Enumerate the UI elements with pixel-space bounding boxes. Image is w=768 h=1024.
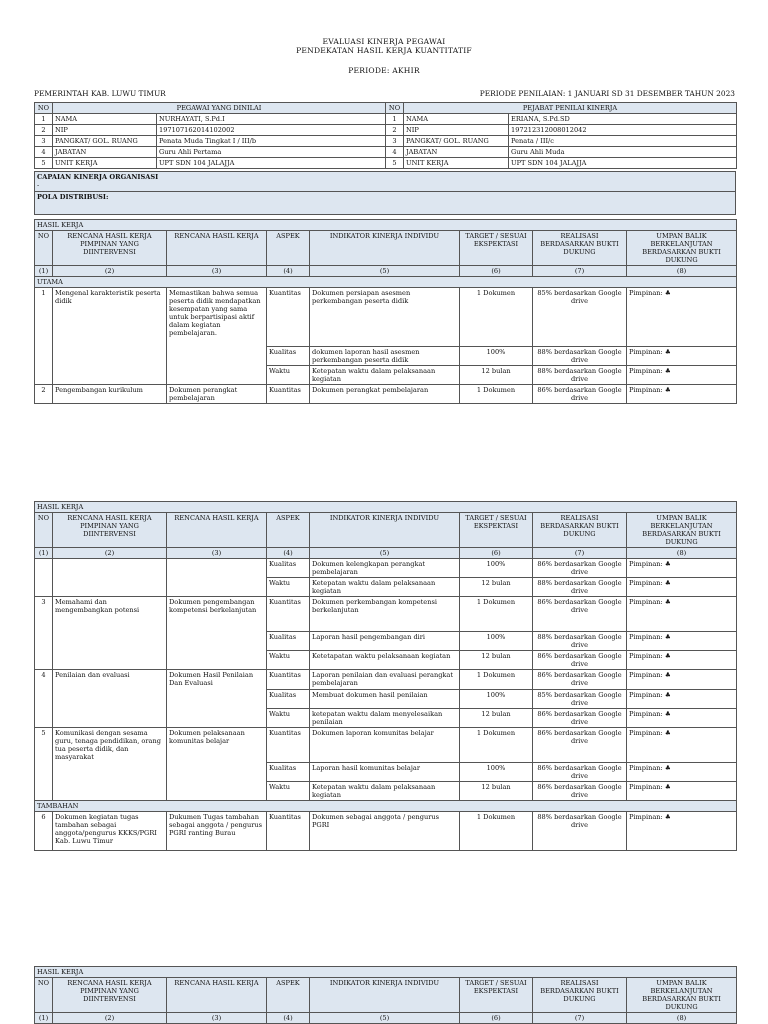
indikator-cell: dokumen laporan hasil asesmen perkembangan peserta didik xyxy=(310,347,460,366)
hasil-kerja-row xyxy=(35,597,737,632)
identity-label-right: NIP xyxy=(404,125,509,136)
indikator-cell: Ketepatan waktu dalam pelaksanaan kegiatan xyxy=(310,366,460,385)
realisasi-cell: 88% berdasarkan Google drive xyxy=(533,366,627,385)
utama-label: UTAMA xyxy=(35,277,737,288)
target-cell: 12 bulan xyxy=(460,781,533,800)
target-cell: 12 bulan xyxy=(460,578,533,597)
utama-label-row xyxy=(35,277,737,288)
section-row xyxy=(35,967,737,978)
aspek-cell: Waktu xyxy=(267,578,310,597)
column-number: (4) xyxy=(267,266,310,277)
aspek-cell: Kuantitas xyxy=(267,288,310,347)
identity-no-right: 5 xyxy=(386,158,404,169)
identity-label: NAMA xyxy=(53,114,157,125)
column-header: RENCANA HASIL KERJA xyxy=(167,978,267,1013)
indikator-cell: Laporan penilaian dan evaluasi perangkat pembelajaran xyxy=(310,670,460,689)
column-number: (2) xyxy=(53,1013,167,1024)
identity-label-right: PANGKAT/ GOL. RUANG xyxy=(404,136,509,147)
column-number: (6) xyxy=(460,266,533,277)
umpan-balik-cell: Pimpinan: ♣ xyxy=(627,811,737,850)
umpan-balik-cell: Pimpinan: ♣ xyxy=(627,385,737,404)
realisasi-cell: 86% berdasarkan Google drive xyxy=(533,670,627,689)
rhk-pimpinan-cell: Komunikasi dengan sesama guru, tenaga pendidikan, orang tua peserta didik, dan masyarakat xyxy=(53,727,167,800)
indikator-cell: Membuat dokumen hasil penilaian xyxy=(310,689,460,708)
rhk-cell: Dokumen pelaksanaan komunitas belajar xyxy=(167,727,267,800)
identity-right-value: Guru Ahli Muda xyxy=(509,147,737,158)
hasil-kerja-row xyxy=(35,670,737,689)
column-header: UMPAN BALIK BERKELANJUTAN BERDASARKAN BUKTI DUKUNG xyxy=(627,513,737,548)
identity-right-value: Penata / III/c xyxy=(509,136,737,147)
realisasi-cell: 86% berdasarkan Google drive xyxy=(533,385,627,404)
identity-label-right: UNIT KERJA xyxy=(404,158,509,169)
column-header: INDIKATOR KINERJA INDIVIDU xyxy=(310,978,460,1013)
column-header: INDIKATOR KINERJA INDIVIDU xyxy=(310,231,460,266)
capaian-cell xyxy=(35,172,736,192)
column-header: RENCANA HASIL KERJA PIMPINAN YANG DIINTERVENSI xyxy=(53,513,167,548)
column-header: TARGET / SESUAI EKSPEKTASI xyxy=(460,231,533,266)
realisasi-cell: 86% berdasarkan Google drive xyxy=(533,762,627,781)
rhk-pimpinan-cell: Penilaian dan evaluasi xyxy=(53,670,167,727)
realisasi-cell: 86% berdasarkan Google drive xyxy=(533,597,627,632)
indikator-cell: Ketetapatan waktu pelaksanaan kegiatan xyxy=(310,651,460,670)
umpan-balik-cell: Pimpinan: ♣ xyxy=(627,597,737,632)
identity-no-right: 4 xyxy=(386,147,404,158)
realisasi-cell: 86% berdasarkan Google drive xyxy=(533,559,627,578)
identity-table xyxy=(34,102,737,169)
identity-no: 2 xyxy=(35,125,53,136)
item-no: 4 xyxy=(35,670,53,727)
column-number: (7) xyxy=(533,548,627,559)
realisasi-cell: 86% berdasarkan Google drive xyxy=(533,708,627,727)
umpan-balik-cell: Pimpinan: ♣ xyxy=(627,727,737,762)
hasil-kerja-label: HASIL KERJA xyxy=(35,502,737,513)
indikator-cell: Dokumen kelengkapan perangkat pembelajaran xyxy=(310,559,460,578)
umpan-balik-cell: Pimpinan: ♣ xyxy=(627,708,737,727)
rhk-pimpinan-empty xyxy=(53,559,167,597)
identity-right-value: 197212312008012042 xyxy=(509,125,737,136)
col-no-right: NO xyxy=(386,103,404,114)
indikator-cell: Dokumen sebagai anggota / pengurus PGRI xyxy=(310,811,460,850)
aspek-cell: Kuantitas xyxy=(267,811,310,850)
column-number-row xyxy=(35,266,737,277)
item-no: 5 xyxy=(35,727,53,800)
target-cell: 12 bulan xyxy=(460,651,533,670)
realisasi-cell: 88% berdasarkan Google drive xyxy=(533,811,627,850)
aspek-cell: Kualitas xyxy=(267,347,310,366)
column-header: RENCANA HASIL KERJA xyxy=(167,513,267,548)
aspek-cell: Waktu xyxy=(267,366,310,385)
target-cell: 12 bulan xyxy=(460,366,533,385)
identity-row xyxy=(35,158,737,169)
identity-no: 3 xyxy=(35,136,53,147)
column-number: (3) xyxy=(167,266,267,277)
item-no: 3 xyxy=(35,597,53,670)
column-header: RENCANA HASIL KERJA xyxy=(167,231,267,266)
target-cell: 1 Dokumen xyxy=(460,727,533,762)
umpan-balik-cell: Pimpinan: ♣ xyxy=(627,762,737,781)
column-number: (5) xyxy=(310,266,460,277)
identity-left-value: NURHAYATI, S.Pd.I xyxy=(157,114,386,125)
pola-label: POLA DISTRIBUSI: xyxy=(37,193,109,201)
periode-penilaian: PERIODE PENILAIAN: 1 JANUARI SD 31 DESEMBER TAHUN 2023 xyxy=(479,89,735,98)
indikator-cell: Dokumen laporan komunitas belajar xyxy=(310,727,460,762)
hasil-kerja-label: HASIL KERJA xyxy=(35,967,737,978)
indikator-cell: Dokumen perkembangan kompetensi berkelanjutan xyxy=(310,597,460,632)
target-cell: 100% xyxy=(460,559,533,578)
identity-label-right: JABATAN xyxy=(404,147,509,158)
section-row xyxy=(35,220,737,231)
realisasi-cell: 88% berdasarkan Google drive xyxy=(533,632,627,651)
rhk-pimpinan-cell: Dokumen kegiatan tugas tambahan sebagai anggota/pengurus KKKS/PGRI Kab. Luwu Timur xyxy=(53,811,167,850)
aspek-cell: Waktu xyxy=(267,651,310,670)
rhk-cell: Dokumen perangkat pembelajaran xyxy=(167,385,267,404)
right-title: PEJABAT PENILAI KINERJA xyxy=(404,103,737,114)
identity-left-value: UPT SDN 104 JALAJJA xyxy=(157,158,386,169)
column-header: NO xyxy=(35,513,53,548)
hasil-kerja-table-2 xyxy=(34,501,737,851)
umpan-balik-cell: Pimpinan: ♣ xyxy=(627,651,737,670)
realisasi-cell: 85% berdasarkan Google drive xyxy=(533,288,627,347)
identity-no-right: 3 xyxy=(386,136,404,147)
rhk-cell: Memastikan bahwa semua peserta didik mendapatkan kesempatan yang sama untuk berpartisipasi aktif dalam kegiatan pembelajaran. xyxy=(167,288,267,385)
column-number: (7) xyxy=(533,1013,627,1024)
umpan-balik-cell: Pimpinan: ♣ xyxy=(627,366,737,385)
identity-row xyxy=(35,114,737,125)
col-no: NO xyxy=(35,103,53,114)
indikator-cell: Ketepatan waktu dalam pelaksanaan kegiatan xyxy=(310,781,460,800)
item-no: 6 xyxy=(35,811,53,850)
doc-periode: PERIODE: AKHIR xyxy=(348,66,420,75)
target-cell: 1 Dokumen xyxy=(460,385,533,404)
column-header: UMPAN BALIK BERKELANJUTAN BERDASARKAN BUKTI DUKUNG xyxy=(627,978,737,1013)
item-no-empty xyxy=(35,559,53,597)
column-header: ASPEK xyxy=(267,231,310,266)
umpan-balik-cell: Pimpinan: ♣ xyxy=(627,578,737,597)
hasil-kerja-table-1 xyxy=(34,219,737,404)
instansi-label: PEMERINTAH KAB. LUWU TIMUR xyxy=(34,89,166,98)
column-header: TARGET / SESUAI EKSPEKTASI xyxy=(460,978,533,1013)
target-cell: 12 bulan xyxy=(460,708,533,727)
aspek-cell: Kuantitas xyxy=(267,670,310,689)
rhk-empty xyxy=(167,559,267,597)
rhk-pimpinan-cell: Memahami dan mengembangkan potensi xyxy=(53,597,167,670)
aspek-cell: Kualitas xyxy=(267,689,310,708)
aspek-cell: Kualitas xyxy=(267,559,310,578)
indikator-cell: Ketepatan waktu dalam pelaksanaan kegiatan xyxy=(310,578,460,597)
target-cell: 1 Dokumen xyxy=(460,811,533,850)
identity-row xyxy=(35,147,737,158)
indikator-cell: Dokumen persiapan asesmen perkembangan peserta didik xyxy=(310,288,460,347)
column-number: (5) xyxy=(310,548,460,559)
column-header: ASPEK xyxy=(267,513,310,548)
pola-cell xyxy=(35,192,736,215)
aspek-cell: Kuantitas xyxy=(267,597,310,632)
identity-left-value: Guru Ahli Pertama xyxy=(157,147,386,158)
identity-no: 4 xyxy=(35,147,53,158)
umpan-balik-cell: Pimpinan: ♣ xyxy=(627,632,737,651)
target-cell: 1 Dokumen xyxy=(460,597,533,632)
column-header-row xyxy=(35,231,737,266)
identity-no-right: 1 xyxy=(386,114,404,125)
column-number: (8) xyxy=(627,266,737,277)
column-header: NO xyxy=(35,231,53,266)
column-number: (3) xyxy=(167,548,267,559)
column-header: ASPEK xyxy=(267,978,310,1013)
organisasi-table xyxy=(34,171,736,215)
identity-label: PANGKAT/ GOL. RUANG xyxy=(53,136,157,147)
identity-row xyxy=(35,125,737,136)
hasil-kerja-label: HASIL KERJA xyxy=(35,220,737,231)
indikator-cell: ketepatan waktu dalam menyelesaikan penilaian xyxy=(310,708,460,727)
item-no: 2 xyxy=(35,385,53,404)
target-cell: 100% xyxy=(460,689,533,708)
identity-label: JABATAN xyxy=(53,147,157,158)
aspek-cell: Kualitas xyxy=(267,632,310,651)
identity-left-value: 197107162014102002 xyxy=(157,125,386,136)
aspek-cell: Kuantitas xyxy=(267,727,310,762)
aspek-cell: Kuantitas xyxy=(267,385,310,404)
column-number: (2) xyxy=(53,266,167,277)
identity-row xyxy=(35,136,737,147)
umpan-balik-cell: Pimpinan: ♣ xyxy=(627,670,737,689)
capaian-value: - xyxy=(37,181,40,190)
umpan-balik-cell: Pimpinan: ♣ xyxy=(627,288,737,347)
column-header-row xyxy=(35,978,737,1013)
column-header: RENCANA HASIL KERJA PIMPINAN YANG DIINTERVENSI xyxy=(53,231,167,266)
tambahan-label-row xyxy=(35,800,737,811)
aspek-cell: Waktu xyxy=(267,708,310,727)
umpan-balik-cell: Pimpinan: ♣ xyxy=(627,559,737,578)
column-number: (6) xyxy=(460,548,533,559)
column-header: INDIKATOR KINERJA INDIVIDU xyxy=(310,513,460,548)
column-header: RENCANA HASIL KERJA PIMPINAN YANG DIINTERVENSI xyxy=(53,978,167,1013)
column-number: (1) xyxy=(35,548,53,559)
target-cell: 100% xyxy=(460,632,533,651)
column-number-row xyxy=(35,548,737,559)
column-number: (5) xyxy=(310,1013,460,1024)
realisasi-cell: 88% berdasarkan Google drive xyxy=(533,347,627,366)
umpan-balik-cell: Pimpinan: ♣ xyxy=(627,347,737,366)
item-no: 1 xyxy=(35,288,53,385)
realisasi-cell: 86% berdasarkan Google drive xyxy=(533,727,627,762)
capaian-label: CAPAIAN KINERJA ORGANISASI xyxy=(37,173,159,181)
column-number: (4) xyxy=(267,1013,310,1024)
column-number: (7) xyxy=(533,266,627,277)
umpan-balik-cell: Pimpinan: ♣ xyxy=(627,689,737,708)
hasil-kerja-row xyxy=(35,727,737,762)
column-header: UMPAN BALIK BERKELANJUTAN BERDASARKAN BUKTI DUKUNG xyxy=(627,231,737,266)
column-number: (8) xyxy=(627,1013,737,1024)
target-cell: 1 Dokumen xyxy=(460,670,533,689)
realisasi-cell: 86% berdasarkan Google drive xyxy=(533,651,627,670)
realisasi-cell: 85% berdasarkan Google drive xyxy=(533,689,627,708)
column-header: REALISASI BERDASARKAN BUKTI DUKUNG xyxy=(533,513,627,548)
rhk-pimpinan-cell: Pengembangan kurikulum xyxy=(53,385,167,404)
indikator-cell: Laporan hasil pengembangan diri xyxy=(310,632,460,651)
identity-no: 1 xyxy=(35,114,53,125)
hasil-kerja-row xyxy=(35,288,737,347)
column-header: REALISASI BERDASARKAN BUKTI DUKUNG xyxy=(533,231,627,266)
doc-subtitle: PENDEKATAN HASIL KERJA KUANTITATIF xyxy=(296,46,472,55)
column-number: (1) xyxy=(35,1013,53,1024)
identity-label-right: NAMA xyxy=(404,114,509,125)
column-number: (8) xyxy=(627,548,737,559)
doc-title: EVALUASI KINERJA PEGAWAI xyxy=(322,37,446,46)
column-header: REALISASI BERDASARKAN BUKTI DUKUNG xyxy=(533,978,627,1013)
identity-right-value: UPT SDN 104 JALAJJA xyxy=(509,158,737,169)
column-header-row xyxy=(35,513,737,548)
identity-right-value: ERIANA, S.Pd.SD xyxy=(509,114,737,125)
rhk-cell: Dukumen Tugas tambahan sebagai anggota / pengurus PGRI ranting Burau xyxy=(167,811,267,850)
indikator-cell: Dokumen perangkat pembelajaran xyxy=(310,385,460,404)
column-number: (6) xyxy=(460,1013,533,1024)
hasil-kerja-row xyxy=(35,559,737,578)
hasil-kerja-row xyxy=(35,811,737,850)
hasil-kerja-row xyxy=(35,385,737,404)
tambahan-label: TAMBAHAN xyxy=(35,800,737,811)
hasil-kerja-table-3 xyxy=(34,966,737,1024)
identity-label: NIP xyxy=(53,125,157,136)
target-cell: 100% xyxy=(460,762,533,781)
column-header: NO xyxy=(35,978,53,1013)
umpan-balik-cell: Pimpinan: ♣ xyxy=(627,781,737,800)
realisasi-cell: 88% berdasarkan Google drive xyxy=(533,578,627,597)
rhk-cell: Dokumen pengembangan kompetensi berkelanjutan xyxy=(167,597,267,670)
column-number: (1) xyxy=(35,266,53,277)
aspek-cell: Waktu xyxy=(267,781,310,800)
target-cell: 1 Dokumen xyxy=(460,288,533,347)
section-row xyxy=(35,502,737,513)
column-number: (2) xyxy=(53,548,167,559)
identity-label: UNIT KERJA xyxy=(53,158,157,169)
identity-no: 5 xyxy=(35,158,53,169)
aspek-cell: Kualitas xyxy=(267,762,310,781)
column-header: TARGET / SESUAI EKSPEKTASI xyxy=(460,513,533,548)
target-cell: 100% xyxy=(460,347,533,366)
rhk-pimpinan-cell: Mengenal karakteristik peserta didik xyxy=(53,288,167,385)
column-number: (4) xyxy=(267,548,310,559)
realisasi-cell: 86% berdasarkan Google drive xyxy=(533,781,627,800)
indikator-cell: Laporan hasil komunitas belajar xyxy=(310,762,460,781)
identity-no-right: 2 xyxy=(386,125,404,136)
identity-left-value: Penata Muda Tingkat I / III/b xyxy=(157,136,386,147)
left-title: PEGAWAI YANG DINILAI xyxy=(53,103,386,114)
rhk-cell: Dokumen Hasil Penilaian Dan Evaluasi xyxy=(167,670,267,727)
column-number-row xyxy=(35,1013,737,1024)
column-number: (3) xyxy=(167,1013,267,1024)
